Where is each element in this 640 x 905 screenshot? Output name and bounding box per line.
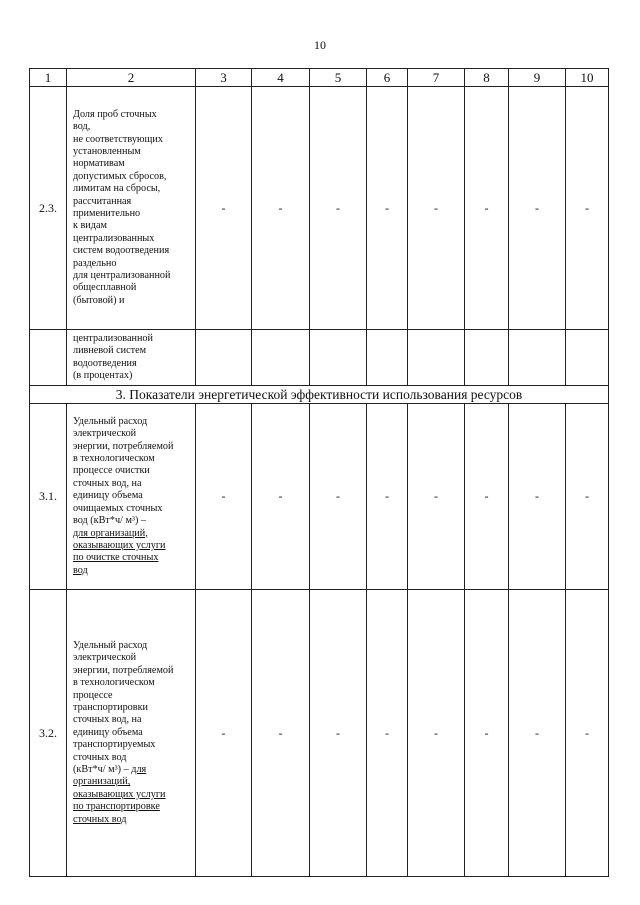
value-cell: - [566, 590, 609, 877]
description-line [73, 702, 192, 714]
description-line [73, 465, 192, 477]
description-line [73, 453, 192, 465]
description-line [73, 727, 192, 739]
column-numbers-row [30, 69, 609, 87]
column-header: 6 [367, 69, 408, 87]
description-line [73, 416, 192, 428]
row-description [67, 87, 196, 330]
value-cell [408, 330, 465, 386]
column-header: 3 [196, 69, 252, 87]
description-text: по транспортировке [73, 801, 160, 813]
description-text: сточных вод, на [73, 477, 142, 489]
description-text: по очистке сточных [73, 552, 159, 564]
value-cell: - [196, 87, 252, 330]
description-line [73, 677, 192, 689]
description-text: ливневой систем [73, 345, 147, 357]
description-text: нормативам [73, 158, 125, 170]
description-line [73, 515, 192, 527]
table-row [30, 87, 609, 330]
value-cell [509, 330, 566, 386]
page-number: 10 [314, 38, 326, 52]
description-text: процессе [73, 689, 113, 701]
description-text: единицу объема [73, 726, 143, 738]
value-cell: - [367, 590, 408, 877]
column-header: 8 [465, 69, 509, 87]
value-cell [367, 330, 408, 386]
description-line [73, 171, 192, 183]
description-text: применительно [73, 208, 141, 219]
description-text: рассчитанная [73, 195, 132, 207]
description-text: Доля проб сточных [73, 108, 157, 120]
description-line [73, 428, 192, 440]
description-line [73, 233, 192, 245]
description-text: электрической [73, 428, 137, 440]
description-line [73, 814, 192, 826]
description-text: в технологическом [73, 453, 155, 465]
value-cell: - [252, 590, 310, 877]
description-text: лимитам на сбросы, [73, 183, 161, 195]
column-header: 10 [566, 69, 609, 87]
description-text: допустимых сбросов, [73, 170, 167, 182]
value-cell: - [252, 404, 310, 590]
row-number: 3.2. [30, 590, 67, 877]
value-cell: - [566, 87, 609, 330]
description-line [73, 370, 192, 382]
description-line [73, 345, 192, 357]
value-cell: - [367, 87, 408, 330]
column-header: 5 [310, 69, 367, 87]
description-line [73, 714, 192, 726]
description-line [73, 503, 192, 515]
description-line [73, 282, 192, 294]
description-line [73, 776, 192, 788]
description-text: к видам [73, 220, 107, 232]
value-cell: - [367, 404, 408, 590]
value-cell: - [509, 590, 566, 877]
value-cell [252, 330, 310, 386]
description-line [73, 358, 192, 370]
table-row [30, 330, 609, 386]
value-cell: - [310, 404, 367, 590]
description-line [73, 764, 192, 776]
column-header: 7 [408, 69, 465, 87]
description-line [73, 258, 192, 270]
value-cell [310, 330, 367, 386]
value-cell: - [509, 404, 566, 590]
description-line [73, 270, 192, 282]
description-line [73, 528, 192, 540]
description-line [73, 752, 192, 764]
value-cell [566, 330, 609, 386]
description-text: централизованных [73, 232, 155, 244]
value-cell: - [196, 404, 252, 590]
value-cell: - [252, 87, 310, 330]
row-number: 2.3. [30, 87, 67, 330]
value-cell: - [465, 87, 509, 330]
description-text: для организаций, [73, 527, 148, 539]
description-text: централизованной [73, 332, 153, 344]
description-text: транспортировки [73, 701, 148, 713]
description-text: сточных вод, на [73, 714, 142, 726]
description-line [73, 652, 192, 664]
description-text: сточных вод [73, 751, 127, 763]
description-text: водоотведения [73, 357, 137, 369]
section-header-row [30, 386, 609, 404]
column-header: 9 [509, 69, 566, 87]
description-text: Удельный расход [73, 639, 148, 651]
description-text: для централизованной [73, 270, 171, 282]
description-line [73, 552, 192, 564]
description-text: (в процентах) [73, 369, 133, 381]
description-line [73, 245, 192, 257]
value-cell: - [196, 590, 252, 877]
description-text: систем водоотведения [73, 245, 170, 257]
value-cell: - [465, 590, 509, 877]
description-text: транспортируемых [73, 739, 156, 751]
description-line [73, 208, 192, 220]
value-cell: - [509, 87, 566, 330]
section-title: 3. Показатели энергетической эффективности использования ресурсов [30, 386, 609, 404]
description-line [73, 801, 192, 813]
description-text: раздельно [73, 257, 117, 269]
value-cell: - [408, 590, 465, 877]
description-text: (кВт*ч/ м³) – [73, 764, 132, 776]
description-line [73, 690, 192, 702]
description-line [73, 333, 192, 345]
description-line [73, 739, 192, 751]
description-text: оказывающих услуги [73, 788, 166, 800]
description-line [73, 183, 192, 195]
table-row [30, 404, 609, 590]
description-text: в технологическом [73, 677, 155, 689]
description-text: не соответствующих [73, 133, 163, 145]
description-text: энергии, потребляемой [73, 440, 174, 452]
description-text-underlined: для [131, 764, 147, 776]
column-header: 1 [30, 69, 67, 87]
description-text: сточных вод [73, 813, 127, 825]
column-header: 4 [252, 69, 310, 87]
description-line [73, 640, 192, 652]
value-cell: - [566, 404, 609, 590]
description-text: вод (кВт*ч/ м³) – [73, 515, 146, 527]
description-text: очищаемых сточных [73, 502, 163, 514]
description-line [73, 158, 192, 170]
row-description [67, 590, 196, 877]
value-cell [465, 330, 509, 386]
description-line [73, 109, 192, 121]
column-header: 2 [67, 69, 196, 87]
description-text: организаций, [73, 776, 131, 788]
description-line [73, 295, 192, 307]
description-text: вод, [73, 121, 91, 133]
value-cell [196, 330, 252, 386]
description-line [73, 146, 192, 158]
table-row [30, 590, 609, 877]
value-cell: - [310, 590, 367, 877]
description-line [73, 665, 192, 677]
description-text: оказывающих услуги [73, 539, 166, 551]
description-text: установленным [73, 145, 141, 157]
description-text: электрической [73, 652, 137, 664]
description-line [73, 490, 192, 502]
description-text: единицу объема [73, 490, 143, 502]
description-text: общесплавной [73, 282, 137, 294]
description-line [73, 565, 192, 577]
value-cell: - [408, 87, 465, 330]
description-line [73, 134, 192, 146]
row-number: 3.1. [30, 404, 67, 590]
description-text: вод [73, 564, 88, 576]
description-line [73, 121, 192, 133]
value-cell: - [465, 404, 509, 590]
description-text: (бытовой) и [73, 294, 125, 306]
description-line [73, 196, 192, 208]
value-cell: - [408, 404, 465, 590]
description-line [73, 441, 192, 453]
description-line [73, 478, 192, 490]
row-number [30, 330, 67, 386]
value-cell: - [310, 87, 367, 330]
description-line [73, 220, 192, 232]
row-description [67, 330, 196, 386]
description-text: энергии, потребляемой [73, 664, 174, 676]
description-text: процессе очистки [73, 465, 150, 477]
description-line [73, 540, 192, 552]
description-text: Удельный расход [73, 415, 148, 427]
description-line [73, 789, 192, 801]
row-description [67, 404, 196, 590]
indicators-table [29, 68, 609, 877]
